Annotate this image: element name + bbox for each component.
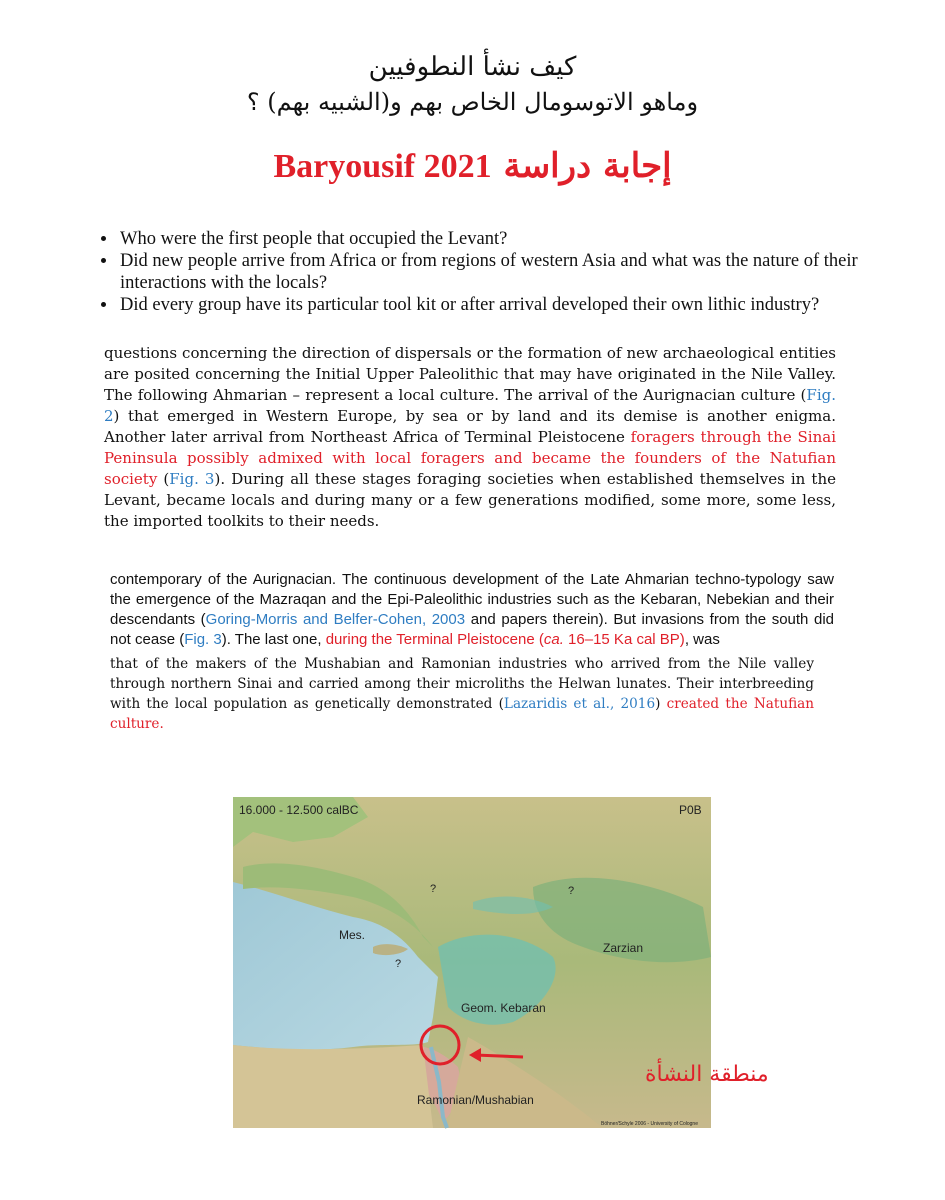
study-prefix: إجابة دراسة (503, 146, 672, 186)
excerpt-1-text-b: ) that emerged in Western Europe, by sea or by land and its demise is another enigma. Another later arrival from Northeast Africa of Terminal Pleistocene (104, 407, 836, 446)
map-date-range: 16.000 - 12.500 calBC (239, 803, 359, 817)
excerpt-2-text-b: and papers therein). But invasions from the south did not cease ( (110, 611, 835, 648)
question-item: • Did every group have its particular tool kit or after arrival developed their own lithic industry? (118, 294, 888, 316)
question-item: • Did new people arrive from Africa or from regions of western Asia and what was the nature of their interactions with the locals? (118, 250, 888, 294)
map-question-mark: ? (430, 883, 437, 895)
excerpt-2-red-1: during the Terminal Pleistocene ( (325, 631, 544, 648)
excerpt-2-text-d: , was (684, 631, 720, 648)
map-credit: Böhner/Schyle 2006 - University of Cologne (601, 1121, 698, 1127)
map-egypt (233, 1045, 433, 1128)
map-question-mark: ? (395, 958, 402, 970)
excerpt-1-text-c: ( (157, 470, 170, 488)
excerpt-2-red-ca: ca. (543, 631, 564, 648)
origin-label-ar: منطقة النشأة (645, 1062, 769, 1087)
goring-morris-ref-link[interactable]: Goring-Morris and Belfer-Cohen, 2003 (205, 611, 466, 628)
map-label-mes: Mes. (339, 928, 366, 942)
excerpt-3-red: created the Natufian culture. (110, 696, 815, 732)
arabic-title-line-1: كيف نشأ النطوفيين (368, 52, 577, 82)
fig-3-link[interactable]: Fig. 3 (169, 470, 215, 488)
excerpt-3-text-a: that of the makers of the Mushabian and Ramonian industries who arrived from the Nile valley through northern Sinai and carried among their microliths the Helwan lunates. Their interbreeding with the local population as genetically demonstrated ( (110, 656, 814, 712)
map-code: P0B (679, 803, 702, 817)
arabic-title-line-2: وماهو الاتوسومال الخاص بهم و(الشبيه بهم) ؟ (246, 88, 699, 116)
origin-arrow (475, 1055, 523, 1057)
lazaridis-ref-link[interactable]: Lazaridis et al., 2016 (503, 696, 656, 712)
excerpt-1-highlight: foragers through the Sinai Peninsula possibly admixed with local foragers and became the founders of the Natufian society (104, 428, 837, 488)
excerpt-3-text-b: ) (655, 696, 667, 712)
arabic-title-line-3 (0, 146, 945, 186)
map-label-geom-kebaran: Geom. Kebaran (461, 1001, 546, 1015)
excerpt-2-text-c: ). The last one, (221, 631, 326, 648)
map-label-zarzian: Zarzian (603, 941, 644, 955)
map-label-ramonian: Ramonian/Mushabian (417, 1093, 534, 1107)
levant-map (233, 797, 769, 1128)
fig-3-link[interactable]: Fig. 3 (184, 631, 222, 648)
question-item: • Who were the first people that occupied the Levant? (118, 228, 888, 250)
excerpt-1 (104, 343, 836, 532)
study-name: Baryousif 2021 (273, 148, 492, 185)
excerpt-2-text-a: contemporary of the Aurignacian. The continuous development of the Late Ahmarian techno-typology saw the emergence of the Mazraqan and the Epi-Paleolithic industries such as the Kebaran, Nebekian and their descendants ( (110, 571, 834, 628)
excerpt-1-text-a: questions concerning the direction of dispersals or the formation of new archaeological entities are posited concerning the Initial Upper Paleolithic that may have originated in the Nile Valley. The following Ahmarian – represent a local culture. The arrival of the Aurignacian culture ( (104, 344, 836, 404)
map-question-mark: ? (568, 885, 575, 897)
excerpt-2 (110, 570, 834, 650)
question-list (96, 228, 888, 316)
excerpt-2-red-2: 16–15 Ka cal BP) (563, 631, 685, 648)
fig-2-link[interactable]: Fig. 2 (104, 386, 836, 425)
excerpt-1-text-d: ). During all these stages foraging societies when established themselves in the Levant, became locals and during many or a few generations modified, some more, some less, the imported toolkits to their needs. (104, 470, 837, 530)
excerpt-3 (110, 654, 814, 734)
